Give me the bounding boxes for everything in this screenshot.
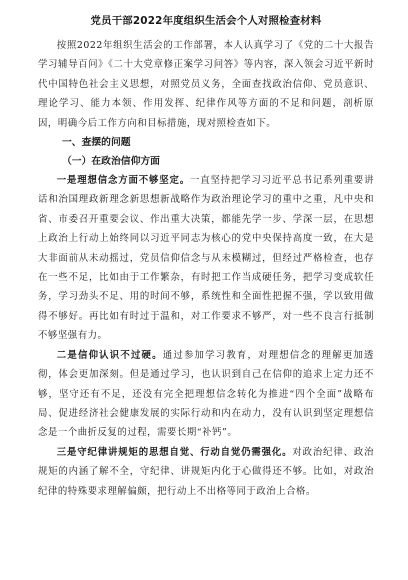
paragraph-ideals-lead: 一是理想信念方面不够坚定。	[56, 175, 190, 187]
subsection-heading-political-belief: （一）在政治信仰方面	[62, 156, 160, 168]
paragraph-discipline	[38, 443, 374, 501]
paragraph-ideals	[38, 171, 374, 346]
paragraph-ideals-body: 一直坚持把学习习近平总书记系列重要讲话和治国理政新理念新思想新战略作为政治理论学习的重中之重，凡中央和省、市委召开重要会议、作出重大决策，都能先学一步、学深一层，在思想上政治上行动上始终同以习近平同志为核心的党中央保持高度一致，在大是大非面前从未动摇过，党员信仰信念与从未模糊过，但经过严格检查，也存在一些不足，比如由于工作繁杂，有时把工作当成硬任务，把学习变成软任务，学习劲头不足、用的时间不够，系统性和全面性把握不强，学以致用做得不够好。再比如有时过于温和，对工作要求不够严，对一些不良言行抵制不够坚强有力。	[38, 175, 374, 342]
document-title: 党员干部2022年度组织生活会个人对照检查材料	[90, 15, 322, 27]
paragraph-belief-body: 通过参加学习教育，对理想信念的理解更加透彻，体会更加深刻。但是通过学习，也认识到自己在信仰的追求上定力还不够，坚守还有不足，还没有完全把理想信念转化为推进“四个全面”战略布局、促进经济社会健康发展的实际行动和内在动力，没有认识到坚定理想信念是一个曲折反复的过程，需要长期“补钙”。	[38, 349, 374, 439]
document-page	[38, 14, 374, 501]
intro-paragraph: 按照2022年组织生活会的工作部署，本人认真学习了《党的二十大报告学习辅导百问》《二十大党章修正案学习问答》等内容，深入领会习近平新时代中国特色社会主义思想，对照党员义务，全面查找政治信仰、党员意识、理论学习、能力本领、作用发挥、纪律作风等方面的不足和问题，剖析原因，明确今后工作方向和目标措施，现对照检查如下。	[38, 40, 374, 129]
paragraph-belief	[38, 346, 374, 443]
paragraph-discipline-body: 对政治纪律、政治规矩的内涵了解不全，守纪律、讲规矩内化于心做得还不够。比如，对政治纪律的特殊要求理解偏颇，把行动上不出格等同于政治上合格。	[38, 446, 374, 497]
section-heading-problems: 一、查摆的问题	[62, 137, 131, 149]
paragraph-discipline-lead: 三是守纪律讲规矩的思想自觉、行动自觉仍需强化。	[56, 446, 293, 458]
paragraph-belief-lead: 二是信仰认识不过硬。	[56, 349, 163, 361]
